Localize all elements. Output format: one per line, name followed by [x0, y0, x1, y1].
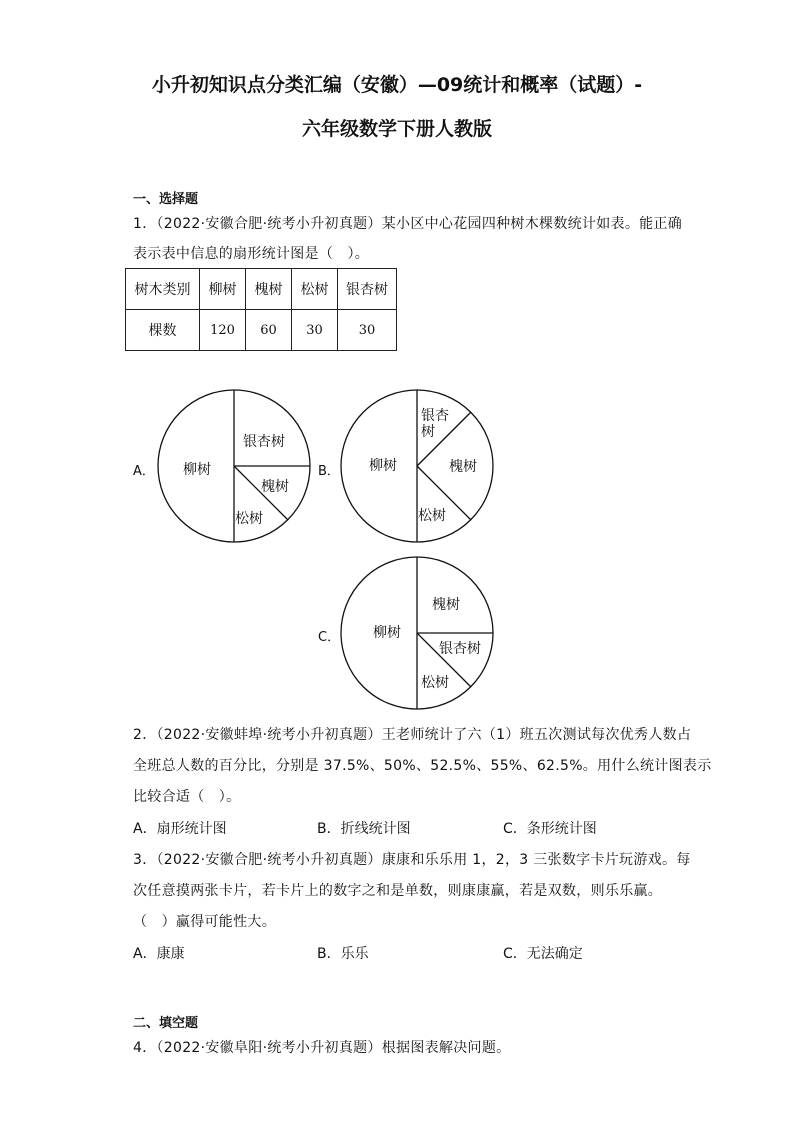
option-b-pie-chart: [339, 388, 499, 552]
table-cell: 30: [292, 310, 338, 351]
section-choice-heading: 一、选择题: [133, 192, 199, 207]
slice-label: 松树: [421, 675, 449, 691]
tree-count-table: [125, 268, 397, 351]
slice-label: 槐树: [261, 479, 289, 495]
q2-line1: 2．（2022·安徽蚌埠·统考小升初真题）王老师统计了六（1）班五次测试每次优秀人数占: [133, 727, 692, 743]
table-cell: 松树: [292, 269, 338, 310]
table-cell: 60: [246, 310, 292, 351]
option-b-letter[interactable]: B．: [318, 464, 340, 479]
slice-label: 槐树: [432, 597, 460, 613]
table-cell: 120: [200, 310, 246, 351]
doc-title-line2: 六年级数学下册人教版: [301, 118, 492, 140]
q3-option-c[interactable]: C．无法确定: [503, 946, 583, 962]
slice-label: 槐树: [449, 459, 477, 475]
slice-label: 树: [421, 424, 435, 440]
slice-label: 银杏树: [439, 641, 481, 657]
q3-option-a[interactable]: A．康康: [133, 946, 185, 962]
q1-line2: 表示表中信息的扇形统计图是（ ）。: [133, 246, 370, 262]
table-cell: 树木类别: [126, 269, 200, 310]
q2-option-c[interactable]: C．条形统计图: [503, 821, 597, 837]
q3-option-b[interactable]: B．乐乐: [317, 946, 369, 962]
q2-line2: 全班总人数的百分比，分别是 37.5%、50%、52.5%、55%、62.5%。用什么统计图表示: [133, 758, 712, 774]
slice-label: 银杏树: [243, 434, 285, 450]
q3-line2: 次任意摸两张卡片，若卡片上的数字之和是单数，则康康赢，若是双数，则乐乐赢。: [133, 883, 663, 899]
section-fill-heading: 二、填空题: [133, 1016, 199, 1031]
q2-option-a[interactable]: A．扇形统计图: [133, 821, 227, 837]
slice-label: 松树: [418, 508, 446, 524]
option-a-letter[interactable]: A．: [133, 464, 155, 479]
table-data-row: [126, 310, 397, 351]
slice-label: 柳树: [183, 462, 211, 478]
q4-line1: 4．（2022·安徽阜阳·统考小升初真题）根据图表解决问题。: [133, 1040, 511, 1056]
slice-label: 松树: [235, 511, 263, 527]
q3-line3: （ ）赢得可能性大。: [133, 914, 276, 930]
q3-line1: 3．（2022·安徽合肥·统考小升初真题）康康和乐乐用 1，2，3 三张数字卡片玩游戏。每: [133, 852, 691, 868]
table-cell: 槐树: [246, 269, 292, 310]
q2-line3: 比较合适（ ）。: [133, 789, 241, 805]
slice-label: 柳树: [373, 625, 401, 641]
doc-title-line1: 小升初知识点分类汇编（安徽）—09统计和概率（试题）-: [151, 74, 643, 96]
option-c-pie-chart: [339, 555, 499, 719]
option-c-letter[interactable]: C．: [318, 630, 341, 645]
table-cell: 柳树: [200, 269, 246, 310]
table-cell: 棵数: [126, 310, 200, 351]
table-cell: 银杏树: [338, 269, 397, 310]
q2-option-b[interactable]: B．折线统计图: [317, 821, 411, 837]
q1-line1: 1．（2022·安徽合肥·统考小升初真题）某小区中心花园四种树木棵数统计如表。能正确: [133, 216, 683, 232]
table-header-row: [126, 269, 397, 310]
option-a-pie-chart: [155, 388, 315, 552]
table-cell: 30: [338, 310, 397, 351]
slice-label: 银杏: [421, 408, 449, 424]
slice-label: 柳树: [369, 458, 397, 474]
